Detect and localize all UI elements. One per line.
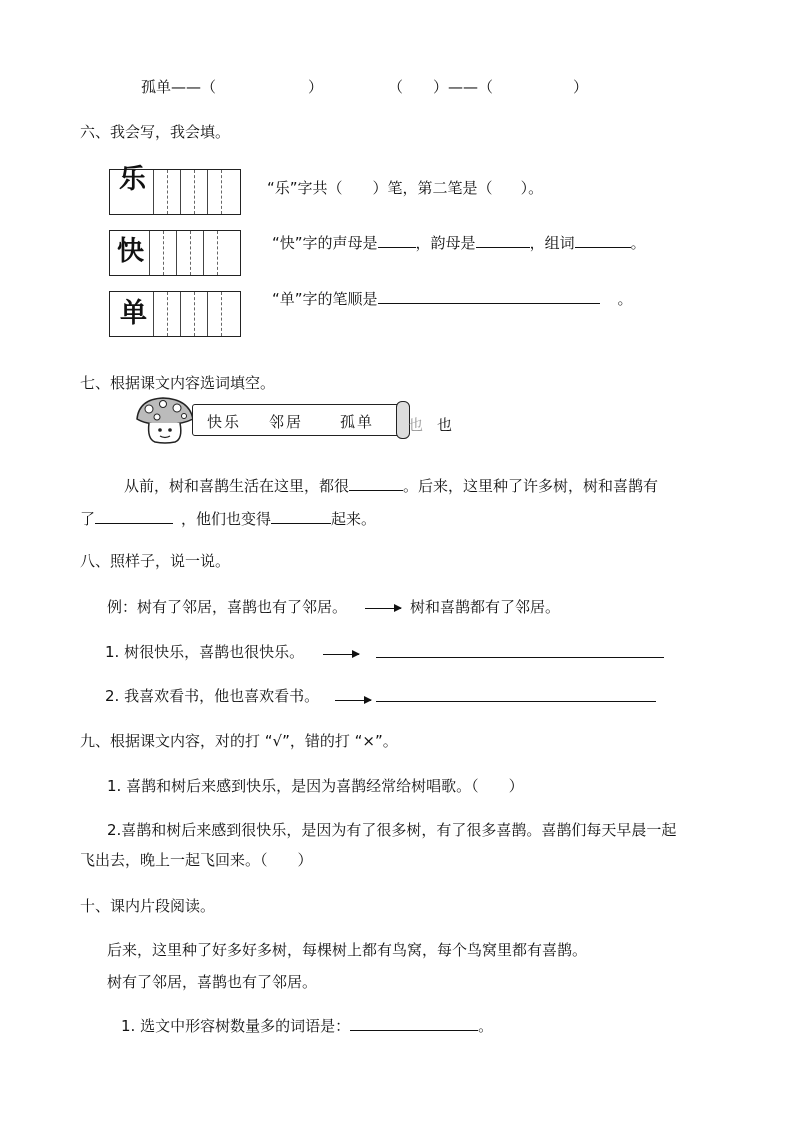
char-le: 乐 — [119, 164, 146, 195]
char-kuai: 快 — [117, 236, 144, 267]
q-le-a: “乐”字共（ — [267, 179, 343, 197]
blank-q10-1[interactable] — [350, 1016, 478, 1031]
item9-2-line2: 飞出去，晚上一起飞回来。（ ） — [80, 851, 313, 869]
answer-line-1[interactable] — [376, 643, 664, 658]
blank-p7-2[interactable] — [95, 509, 173, 524]
word-lonely: 孤单 — [340, 413, 375, 431]
q-kuai-a: “快”字的声母是 — [272, 234, 378, 252]
q-dan-b: 。 — [617, 290, 633, 308]
blank-word[interactable] — [575, 233, 631, 248]
section7-heading: 七、根据课文内容选词填空。 — [80, 374, 276, 392]
char-dan: 单 — [120, 298, 147, 329]
passage7-line1 — [124, 475, 658, 496]
q10-1-a: 1. 选文中形容树数量多的词语是： — [121, 1017, 351, 1035]
word-happy: 快乐 — [207, 413, 242, 431]
blank-p7-1[interactable] — [349, 476, 403, 491]
p7-e: 起来。 — [331, 510, 377, 528]
p7-a: 从前，树和喜鹊生活在这里，都很 — [124, 477, 350, 495]
q-kuai-d: 。 — [630, 234, 646, 252]
q10-1 — [121, 1015, 493, 1036]
q-le-strokes — [267, 177, 543, 198]
top-left-text: 孤单——（ — [141, 78, 217, 96]
section9-heading: 九、根据课文内容，对的打 “√”，错的打 “×”。 — [80, 732, 398, 750]
item9-2-line1: 2.喜鹊和树后来感到很快乐，是因为有了很多树，有了很多喜鹊。喜鹊们每天早晨一起 — [107, 821, 677, 839]
top-line-right — [388, 76, 588, 97]
q-dan-a: “单”字的笔顺是 — [272, 290, 378, 308]
section8-heading: 八、照样子，说一说。 — [80, 552, 231, 570]
mushroom-icon — [133, 395, 199, 445]
answer-line-2[interactable] — [376, 687, 656, 702]
arrow-icon — [323, 654, 359, 655]
word-neighbor: 邻居 — [269, 413, 304, 431]
section10-heading: 十、课内片段阅读。 — [80, 897, 216, 915]
section6-heading: 六、我会写，我会填。 — [80, 123, 231, 141]
blank-stroke-order[interactable] — [378, 289, 600, 304]
top-left-close: ） — [308, 78, 324, 96]
p7-c: 了 — [80, 510, 96, 528]
q-dan-order — [272, 288, 633, 309]
word-bank — [192, 404, 410, 436]
example-b: 树和喜鹊都有了邻居。 — [410, 598, 561, 616]
top-right-open: （ — [388, 78, 404, 96]
passage10-line2: 树有了邻居，喜鹊也有了邻居。 — [107, 973, 318, 991]
q-kuai-c: ，组词 — [529, 234, 575, 252]
passage10-line1: 后来，这里种了好多好多树，每棵树上都有鸟窝，每个鸟窝里都有喜鹊。 — [107, 941, 588, 959]
example-a: 例：树有了邻居，喜鹊也有了邻居。 — [107, 598, 348, 616]
q-kuai-b: ，韵母是 — [415, 234, 476, 252]
p7-b: 。后来，这里种了许多树，树和喜鹊有 — [403, 477, 659, 495]
p7-d: ，他们也变得 — [181, 510, 272, 528]
q-le-b: ）笔，第二笔是（ — [372, 179, 493, 197]
item9-1: 1. 喜鹊和树后来感到快乐，是因为喜鹊经常给树唱歌。（ ） — [107, 777, 524, 795]
blank-p7-3[interactable] — [271, 509, 331, 524]
q10-1-b: 。 — [478, 1017, 494, 1035]
arrow-icon — [335, 700, 371, 701]
q-le-c: ）。 — [520, 179, 544, 197]
blank-initial[interactable] — [378, 233, 416, 248]
passage7-line2 — [80, 508, 376, 529]
item8-2: 2. 我喜欢看书，他也喜欢看书。 — [105, 687, 320, 705]
top-right-mid: ）——（ — [433, 78, 494, 96]
q-kuai-pinyin — [272, 232, 646, 253]
arrow-icon — [365, 608, 401, 609]
top-line-left — [141, 76, 323, 97]
word-ye: 也 — [437, 416, 453, 434]
top-right-close: ） — [573, 78, 589, 96]
word-ye-faded: 也 — [408, 416, 424, 434]
item8-1: 1. 树很快乐，喜鹊也很快乐。 — [105, 643, 305, 661]
blank-final[interactable] — [476, 233, 530, 248]
